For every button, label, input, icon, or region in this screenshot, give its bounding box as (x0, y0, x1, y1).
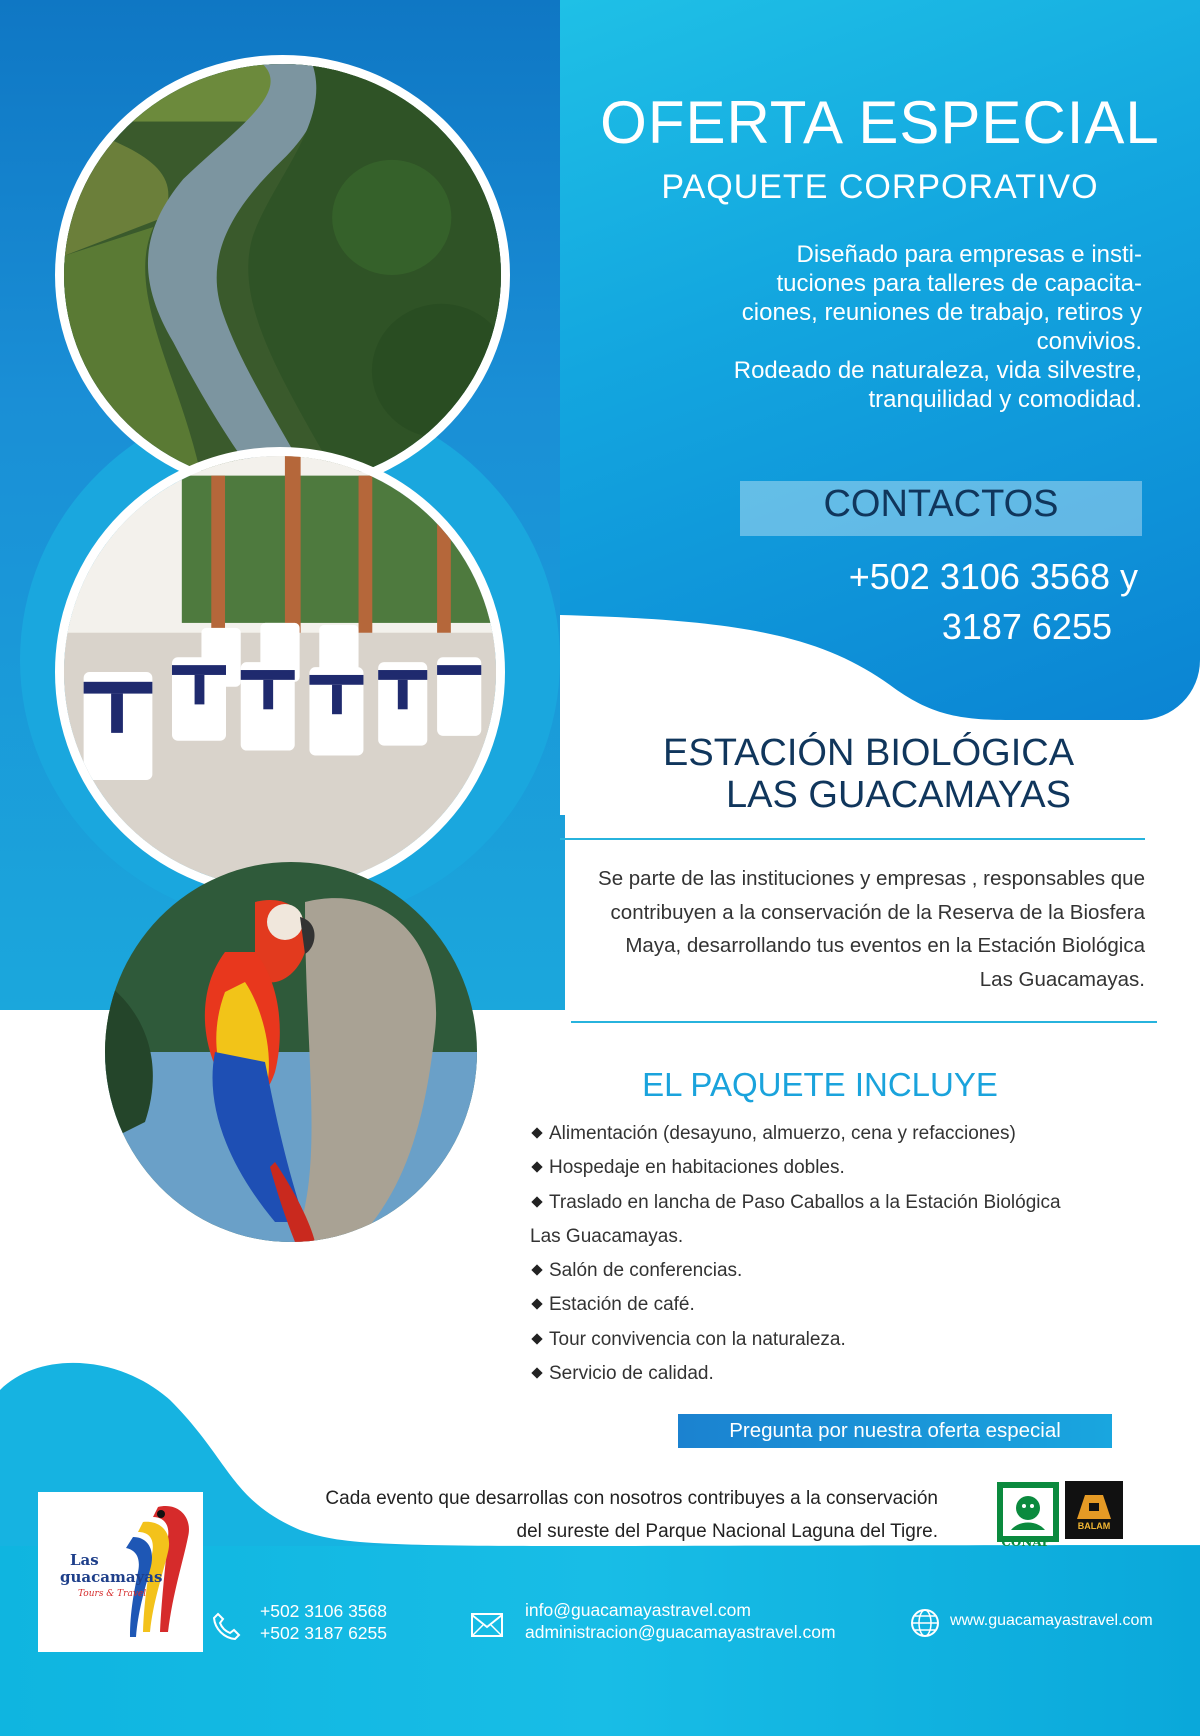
footer-email[interactable]: administracion@guacamayastravel.com (525, 1622, 836, 1642)
diamond-bullet-icon (531, 1333, 542, 1344)
package-item (530, 1186, 1150, 1220)
package-item-text: Traslado en lancha de Paso Caballos a la Estación Biológica (549, 1191, 1061, 1213)
package-item-text: Tour convivencia con la naturaleza. (549, 1328, 846, 1350)
package-item-text: Servicio de calidad. (549, 1363, 714, 1385)
closing-text (230, 1482, 938, 1548)
diamond-bullet-icon (531, 1196, 542, 1207)
footer-email[interactable]: info@guacamayastravel.com (525, 1600, 751, 1620)
package-list (530, 1117, 1150, 1391)
package-item-text: Alimentación (desayuno, almuerzo, cena y refacciones) (549, 1123, 1016, 1144)
globe-icon (910, 1608, 940, 1638)
package-item (530, 1288, 1150, 1322)
package-title: EL PAQUETE INCLUYE (642, 1066, 998, 1103)
footer-phone[interactable]: +502 3106 3568 (260, 1601, 388, 1621)
brand-text: guacamayas (60, 1568, 163, 1586)
guacamayas-logo (38, 1492, 203, 1652)
package-item-text: Las Guacamayas. (530, 1225, 684, 1247)
conap-label: CONAP (1001, 1535, 1051, 1549)
divider (560, 838, 1145, 840)
monkey-icon (999, 1484, 1057, 1540)
diamond-bullet-icon (531, 1367, 542, 1378)
description-line: Diseñado para empresas e insti- (796, 241, 1142, 268)
station-heading-line: ESTACIÓN BIOLÓGICA (663, 732, 1075, 774)
package-item (530, 1151, 1150, 1185)
contact-phone-line[interactable]: +502 3106 3568 y (848, 556, 1138, 597)
macaw-photo (105, 862, 477, 1242)
brand-text: Tours & Travel (78, 1589, 147, 1599)
footer-website[interactable]: www.guacamayastravel.com (950, 1612, 1153, 1629)
description-line: tranquilidad y comodidad. (868, 386, 1142, 413)
description-line: convivios. (1036, 328, 1142, 355)
package-item (530, 1254, 1150, 1288)
offer-description (620, 240, 1142, 414)
package-item-text: Hospedaje en habitaciones dobles. (549, 1157, 845, 1179)
phone-icon (210, 1610, 242, 1642)
package-item (530, 1357, 1150, 1391)
package-item-text: Salón de conferencias. (549, 1260, 743, 1282)
mission-line: Las Guacamayas. (979, 967, 1145, 991)
closing-line: Cada evento que desarrollas con nosotros contribuyes a la conservación (325, 1488, 938, 1509)
footer-emails (525, 1599, 836, 1643)
mission-text (515, 862, 1145, 996)
diamond-bullet-icon (531, 1265, 542, 1276)
diamond-bullet-icon (531, 1299, 542, 1310)
footer-phone[interactable]: +502 3187 6255 (260, 1623, 388, 1643)
offer-title: OFERTA ESPECIAL (600, 89, 1160, 156)
station-heading-line: LAS GUACAMAYAS (726, 774, 1071, 816)
special-offer-banner[interactable]: Pregunta por nuestra oferta especial (678, 1414, 1112, 1448)
macaw-logo-icon (38, 1492, 203, 1652)
description-line: Rodeado de naturaleza, vida silvestre, (733, 357, 1142, 384)
conference-room-photo (55, 447, 505, 897)
description-line: tuciones para talleres de capacita- (776, 270, 1142, 297)
description-line: ciones, reuniones de trabajo, retiros y (741, 299, 1142, 326)
closing-line: del sureste del Parque Nacional Laguna del Tigre. (516, 1521, 938, 1542)
balam-label: BALAM (1077, 1521, 1111, 1531)
mission-line: Se parte de las instituciones y empresas , responsables que (598, 867, 1145, 890)
conap-logo (997, 1482, 1059, 1542)
brand-text: Las (70, 1551, 99, 1569)
package-item-text: Estación de café. (549, 1294, 695, 1316)
package-item (530, 1323, 1150, 1357)
contact-phone-line[interactable]: 3187 6255 (941, 606, 1112, 647)
footer-phones (260, 1600, 387, 1644)
mail-icon (470, 1612, 504, 1638)
diamond-bullet-icon (531, 1127, 542, 1138)
diamond-bullet-icon (531, 1162, 542, 1173)
mission-line: contribuyen a la conservación de la Reserva de la Biosfera (610, 900, 1145, 924)
package-item-continuation (530, 1220, 1150, 1254)
river-photo (55, 55, 510, 495)
package-item (530, 1117, 1150, 1151)
divider (571, 1021, 1157, 1023)
offer-subtitle: PAQUETE CORPORATIVO (661, 168, 1099, 206)
station-heading (600, 732, 1100, 816)
contacts-title: CONTACTOS (823, 483, 1059, 525)
mission-line: Maya, desarrollando tus eventos en la Estación Biológica (625, 934, 1145, 957)
